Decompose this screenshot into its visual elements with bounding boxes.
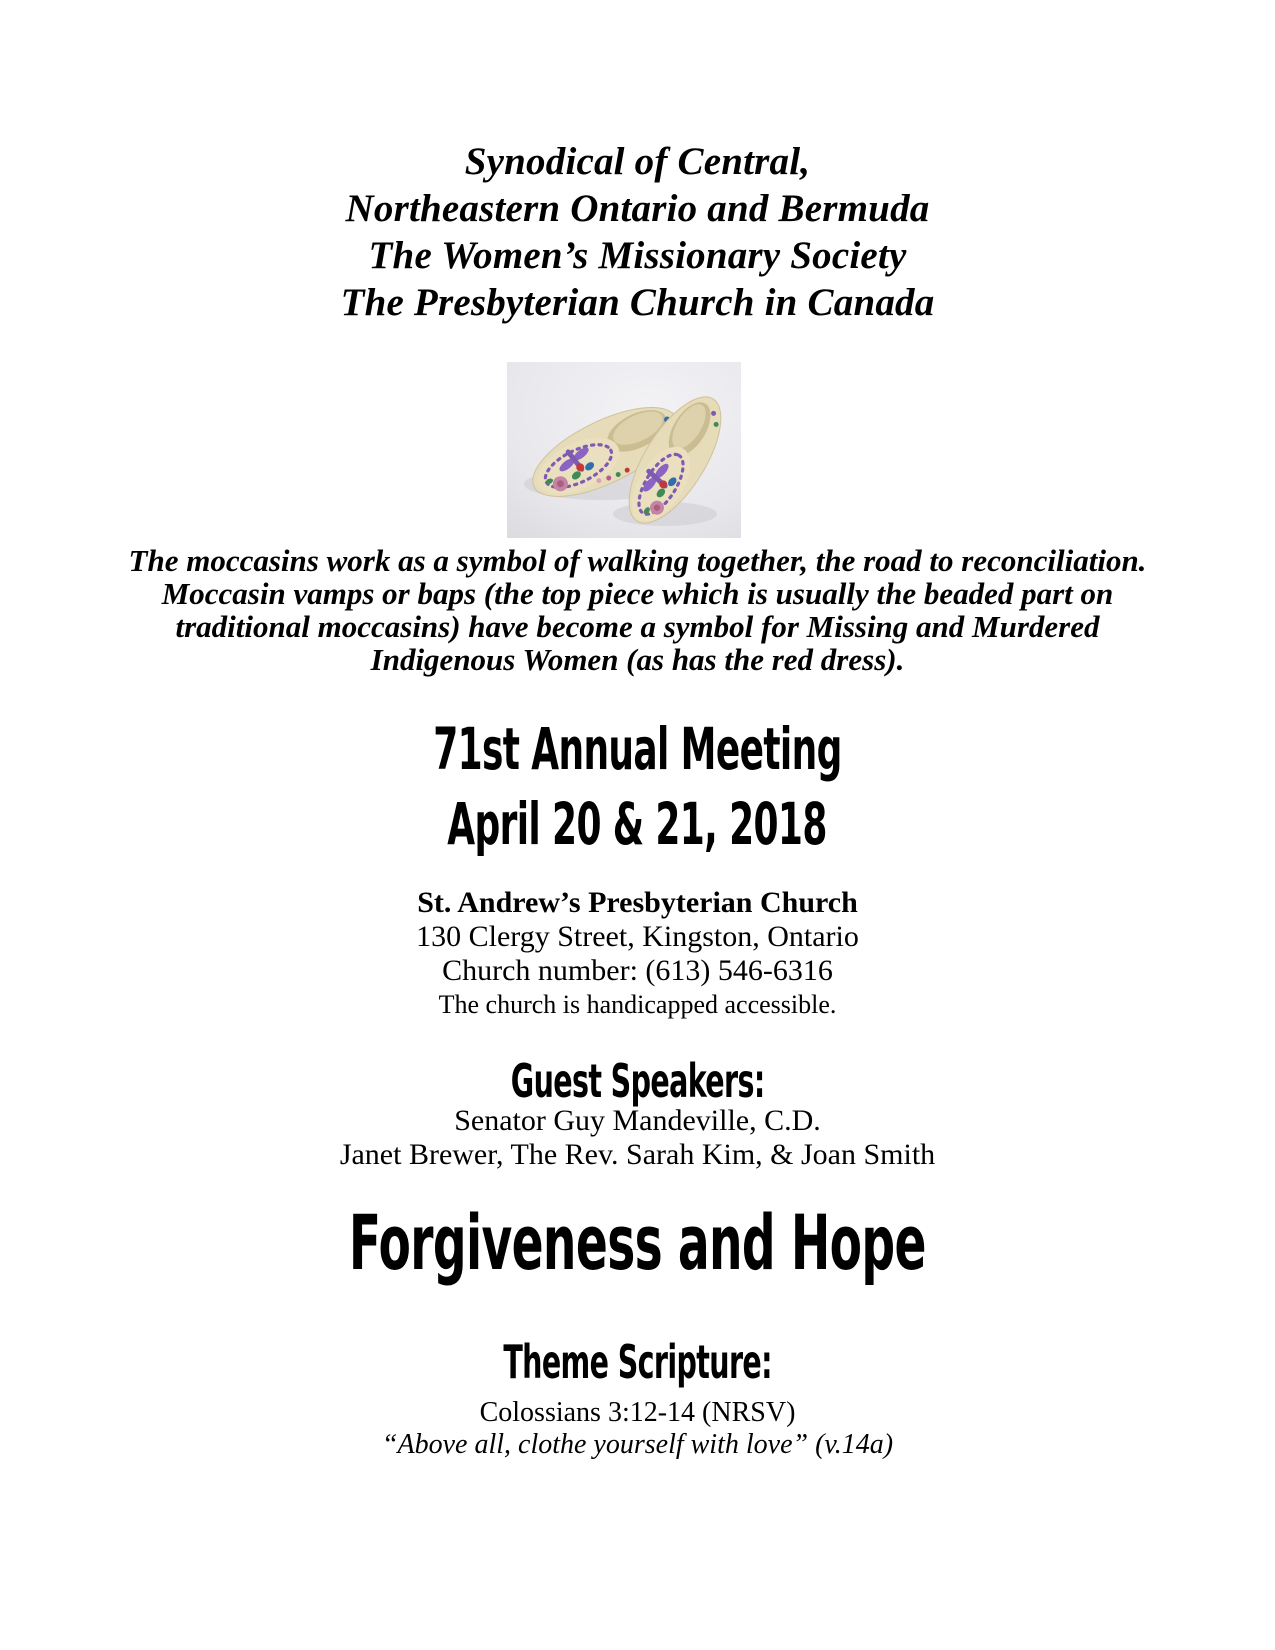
venue-name: St. Andrew’s Presbyterian Church	[417, 886, 858, 919]
speaker-line-2: Janet Brewer, The Rev. Sarah Kim, & Joan Smith	[339, 1138, 936, 1171]
venue-address: 130 Clergy Street, Kingston, Ontario	[416, 920, 859, 953]
theme-title: Forgiveness and Hope	[348, 1198, 927, 1287]
moccasins-photo-image	[507, 362, 741, 538]
symbolism-line-4: Indigenous Women (as has the red dress).	[370, 642, 905, 677]
meeting-title: 71st Annual Meeting	[433, 715, 842, 783]
header-line-church: The Presbyterian Church in Canada	[340, 281, 935, 324]
moccasins-photo	[507, 362, 741, 538]
speakers-heading: Guest Speakers:	[510, 1054, 765, 1108]
symbolism-line-3: traditional moccasins) have become a symbol for Missing and Murdered	[175, 609, 1100, 644]
header-line-synodical: Synodical of Central,	[464, 140, 811, 183]
header-block	[0, 138, 1275, 326]
scripture-quote: “Above all, clothe yourself with love” (v.14a)	[381, 1429, 894, 1460]
symbolism-line-1: The moccasins work as a symbol of walking together, the road to reconciliation.	[128, 543, 1147, 578]
speaker-line-1: Senator Guy Mandeville, C.D.	[454, 1104, 821, 1137]
symbolism-line-2: Moccasin vamps or baps (the top piece which is usually the beaded part on	[161, 576, 1114, 611]
venue-block	[0, 886, 1275, 1020]
venue-phone: Church number: (613) 546-6316	[442, 954, 833, 987]
theme-title-block	[0, 1200, 1275, 1287]
speakers-block	[0, 1054, 1275, 1172]
venue-accessibility-note: The church is handicapped accessible.	[438, 990, 837, 1019]
meeting-block	[0, 712, 1275, 862]
meeting-dates: April 20 & 21, 2018	[447, 790, 828, 858]
header-line-society: The Women’s Missionary Society	[368, 234, 907, 277]
scripture-heading: Theme Scripture:	[503, 1335, 772, 1389]
scripture-block	[0, 1336, 1275, 1461]
symbolism-paragraph	[0, 544, 1275, 676]
header-line-region: Northeastern Ontario and Bermuda	[345, 187, 930, 230]
scripture-reference: Colossians 3:12-14 (NRSV)	[479, 1397, 796, 1428]
